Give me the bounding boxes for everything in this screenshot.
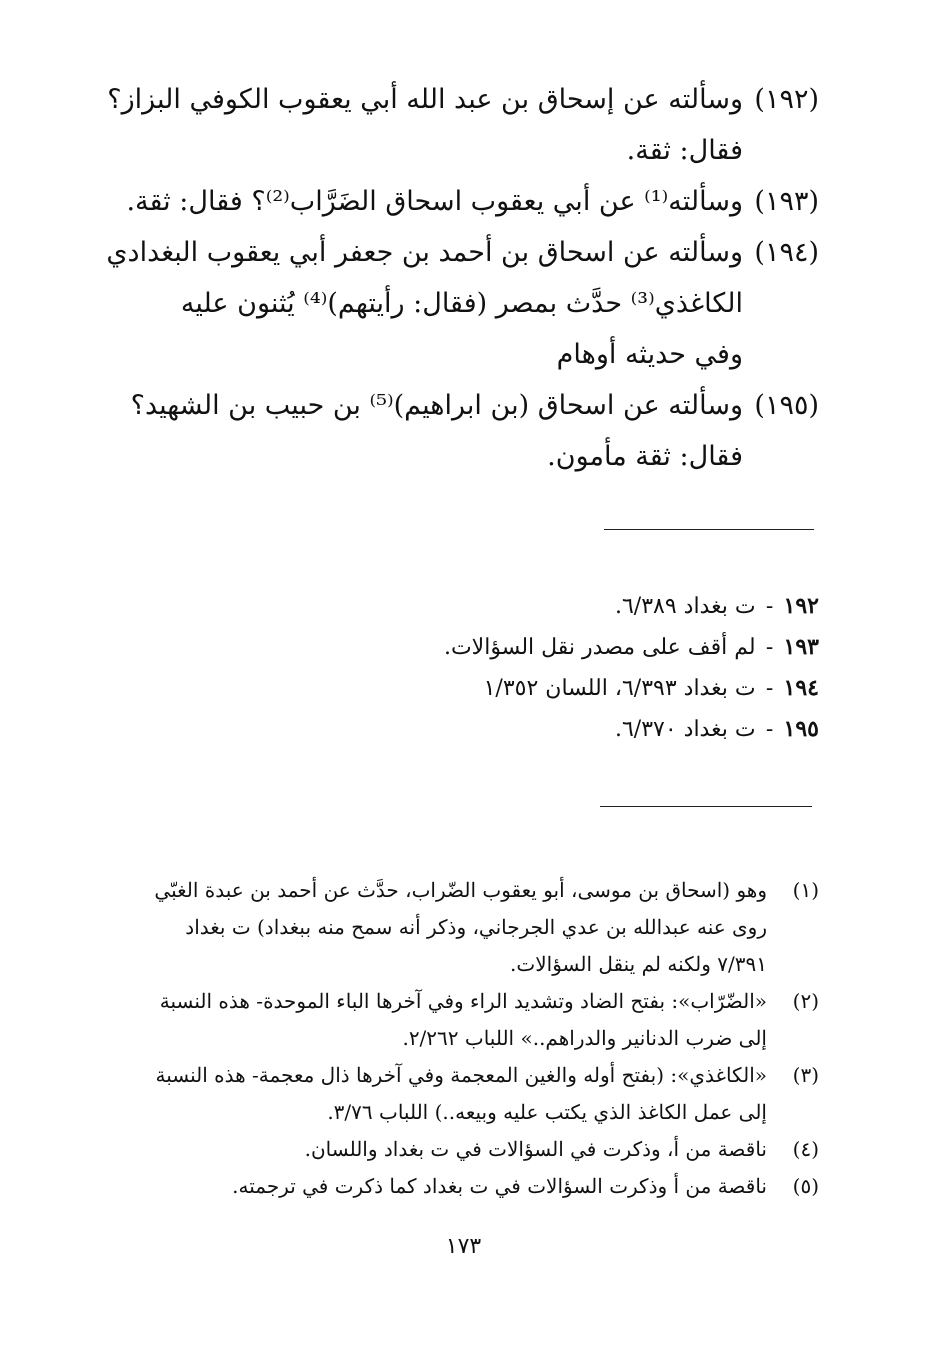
footnote-1 bbox=[109, 872, 819, 983]
entry-line: الكاغذي⁽³⁾ حدَّث بمصر (فقال: رأيتهم)⁽⁴⁾ يُثنون عليه bbox=[180, 288, 743, 319]
footnote-text bbox=[109, 1131, 767, 1168]
entry-line: فقال: ثقة مأمون. bbox=[547, 441, 743, 472]
footnote-line: روى عنه عبدالله بن عدي الجرجاني، وذكر أنه سمح منه ببغداد) ت بغداد bbox=[185, 915, 767, 939]
entry-number: (١٩٣) bbox=[754, 186, 819, 217]
footnote-text bbox=[109, 1057, 767, 1131]
footnote-text bbox=[109, 983, 767, 1057]
footnote-number: (٣) bbox=[792, 1063, 819, 1087]
source-ref-193 bbox=[109, 627, 819, 668]
footnote-line: ناقصة من أ وذكرت السؤالات في ت بغداد كما ذكرت في ترجمته. bbox=[232, 1174, 767, 1198]
entry-line: وسألته عن إسحاق بن عبد الله أبي يعقوب الكوفي البزاز؟ bbox=[107, 84, 743, 115]
entry-line: وفي حديثه أوهام bbox=[556, 339, 743, 370]
footnote-line: «الكاغذي»: (بفتح أوله والغين المعجمة وفي آخرها ذال معجمة- هذه النسبة bbox=[155, 1063, 767, 1087]
entry-line: وسألته عن اسحاق (بن ابراهيم)⁽⁵⁾ بن حبيب بن الشهيد؟ bbox=[130, 390, 743, 421]
entry-number: (١٩٥) bbox=[754, 390, 819, 421]
entry-line: وسألته عن اسحاق بن أحمد بن جعفر أبي يعقوب البغدادي bbox=[106, 237, 743, 268]
footnote-2 bbox=[109, 983, 819, 1057]
footnote-number: (٤) bbox=[792, 1137, 819, 1161]
entry-text bbox=[109, 380, 743, 482]
footnote-5 bbox=[109, 1168, 819, 1205]
footnote-3 bbox=[109, 1057, 819, 1131]
source-text: ت بغداد ٦/٣٧٠. bbox=[614, 717, 756, 742]
footnote-line: «الضّرّاب»: بفتح الضاد وتشديد الراء وفي آخرها الباء الموحدة- هذه النسبة bbox=[159, 989, 767, 1013]
separator-rule-bottom bbox=[600, 806, 812, 807]
source-dash: - bbox=[765, 717, 774, 742]
source-ref-192 bbox=[109, 586, 819, 627]
source-number: ١٩٢ bbox=[783, 593, 819, 619]
entry-193 bbox=[109, 176, 819, 227]
footnote-text bbox=[109, 1168, 767, 1205]
entry-number: (١٩٢) bbox=[754, 84, 819, 115]
entry-text bbox=[106, 227, 743, 380]
footnote-line: إلى عمل الكاغذ الذي يكتب عليه وبيعه..) اللباب ٣/٧٦. bbox=[327, 1100, 767, 1124]
source-text: لم أقف على مصدر نقل السؤالات. bbox=[443, 635, 756, 660]
source-dash: - bbox=[765, 635, 774, 660]
footnote-number: (١) bbox=[792, 878, 819, 902]
source-dash: - bbox=[765, 594, 774, 619]
question-entries bbox=[106, 74, 819, 482]
footnote-line: ٧/٣٩١ ولكنه لم ينقل السؤالات. bbox=[510, 952, 767, 976]
entry-number: (١٩٤) bbox=[754, 237, 819, 268]
source-text: ت بغداد ٦/٣٨٩. bbox=[614, 594, 756, 619]
footnote-4 bbox=[109, 1131, 819, 1168]
footnote-number: (٢) bbox=[792, 989, 819, 1013]
footnote-text bbox=[109, 872, 767, 983]
entry-text bbox=[109, 176, 743, 227]
entry-text bbox=[107, 74, 743, 176]
entry-195 bbox=[109, 380, 819, 482]
source-references bbox=[109, 586, 819, 750]
footnote-number: (٥) bbox=[792, 1174, 819, 1198]
entry-line: فقال: ثقة. bbox=[626, 135, 743, 166]
source-number: ١٩٣ bbox=[783, 634, 819, 660]
source-number: ١٩٤ bbox=[783, 675, 819, 701]
footnote-line: وهو (اسحاق بن موسى، أبو يعقوب الضّراب، حدَّث عن أحمد بن عبدة الغبّي bbox=[154, 878, 767, 902]
separator-rule-top bbox=[604, 529, 814, 530]
source-number: ١٩٥ bbox=[783, 716, 819, 742]
entry-194 bbox=[106, 227, 819, 380]
entry-line: وسألته⁽¹⁾ عن أبي يعقوب اسحاق الضَرَّاب⁽²⁾؟ فقال: ثقة. bbox=[126, 186, 743, 217]
source-ref-194 bbox=[109, 668, 819, 709]
footnotes bbox=[109, 872, 819, 1205]
entry-192 bbox=[109, 74, 819, 176]
footnote-line: إلى ضرب الدنانير والدراهم..» اللباب ٢/٢٦٢. bbox=[402, 1026, 767, 1050]
source-dash: - bbox=[765, 676, 774, 701]
footnote-line: ناقصة من أ، وذكرت في السؤالات في ت بغداد واللسان. bbox=[304, 1137, 767, 1161]
page-number: ١٧٣ bbox=[445, 1234, 482, 1259]
source-ref-195 bbox=[109, 709, 819, 750]
source-text: ت بغداد ٦/٣٩٣، اللسان ١/٣٥٢ bbox=[483, 676, 756, 701]
